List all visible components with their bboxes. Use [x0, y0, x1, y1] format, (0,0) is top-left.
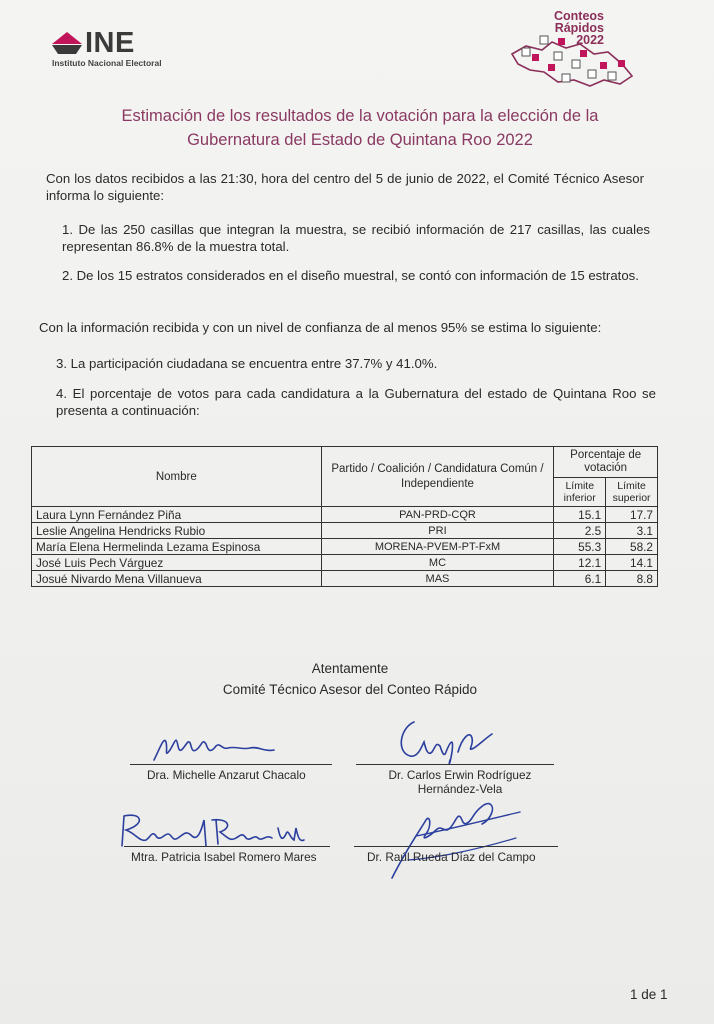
- cell-party: MC: [321, 555, 554, 571]
- signature-patricia: [112, 808, 312, 854]
- title-line2: Gubernatura del Estado de Quintana Roo 2022: [187, 131, 533, 149]
- cell-lower: 12.1: [554, 555, 606, 571]
- closing-committee: Comité Técnico Asesor del Conteo Rápido: [222, 682, 478, 697]
- signer-2-name-line1: Dr. Carlos Erwin Rodríguez: [388, 768, 532, 782]
- item-3-paragraph: 3. La participación ciudadana se encuentra entre 37.7% y 41.0%.: [56, 356, 438, 371]
- page-number: 1 de 1: [630, 987, 668, 1002]
- conteos-line2: Rápidos: [554, 21, 604, 35]
- cell-name: Leslie Angelina Hendricks Rubio: [32, 523, 322, 539]
- signature-michelle: [150, 728, 280, 768]
- ine-logo: [52, 27, 192, 72]
- table-row: [32, 507, 658, 523]
- conteos-line3: 2022: [576, 33, 604, 47]
- conteos-rapidos-logo: [508, 8, 638, 90]
- cell-upper: 14.1: [606, 555, 658, 571]
- header-upper: Límite superior: [606, 478, 658, 507]
- title-line1: Estimación de los resultados de la votación para la elección de la: [121, 107, 599, 125]
- item-4-paragraph: 4. El porcentaje de votos para cada candidatura a la Gubernatura del estado de Quintana Roo se presenta a continuación:: [56, 386, 656, 418]
- header-name: Nombre: [32, 447, 322, 507]
- table-row: [32, 571, 658, 587]
- cell-party: PAN-PRD-CQR: [321, 507, 554, 523]
- signer-2-name-line2: Hernández-Vela: [417, 782, 503, 796]
- cell-name: María Elena Hermelinda Lezama Espinosa: [32, 539, 322, 555]
- intro-paragraph: Con los datos recibidos a las 21:30, hora del centro del 5 de junio de 2022, el Comité Técnico Asesor informa lo siguiente:: [46, 171, 644, 203]
- signature-line-2: [356, 764, 554, 765]
- results-table: [31, 446, 658, 587]
- cell-lower: 55.3: [554, 539, 606, 555]
- signature-line-4: [354, 846, 558, 847]
- cell-lower: 2.5: [554, 523, 606, 539]
- cell-lower: 6.1: [554, 571, 606, 587]
- header-party: Partido / Coalición / Candidatura Común / Independiente: [321, 447, 554, 507]
- header-percent: Porcentaje de votación: [554, 447, 658, 478]
- table-row: [32, 539, 658, 555]
- cell-upper: 17.7: [606, 507, 658, 523]
- cell-upper: 8.8: [606, 571, 658, 587]
- ine-subtitle: Instituto Nacional Electoral: [52, 58, 162, 68]
- table-row: [32, 555, 658, 571]
- table-header-row: [32, 447, 658, 478]
- confidence-paragraph: Con la información recibida y con un nivel de confianza de al menos 95% se estima lo siguiente:: [39, 320, 602, 335]
- signature-carlos: [392, 712, 502, 768]
- signature-line-3: [124, 846, 330, 847]
- document-title: [60, 104, 660, 152]
- ine-mark-icon: [52, 32, 82, 54]
- cell-party: MAS: [321, 571, 554, 587]
- signature-line-1: [130, 764, 332, 765]
- table-row: [32, 523, 658, 539]
- item-1-paragraph: 1. De las 250 casillas que integran la muestra, se recibió información de 217 casillas, las cuales representan 86.8% de la muestra total.: [62, 222, 650, 254]
- signer-1-name: Dra. Michelle Anzarut Chacalo: [147, 768, 306, 782]
- cell-upper: 58.2: [606, 539, 658, 555]
- closing-salutation: Atentamente: [311, 661, 389, 676]
- cell-party: PRI: [321, 523, 554, 539]
- cell-name: José Luis Pech Várguez: [32, 555, 322, 571]
- cell-name: Josué Nivardo Mena Villanueva: [32, 571, 322, 587]
- item-2-paragraph: 2. De los 15 estratos considerados en el diseño muestral, se contó con información de 15 estratos.: [62, 268, 639, 283]
- conteos-rapidos-wordmark: [554, 10, 604, 46]
- signer-4-name: Dr. Raúl Rueda Díaz del Campo: [367, 850, 536, 864]
- ine-wordmark: INE: [85, 27, 135, 59]
- cell-party: MORENA-PVEM-PT-FxM: [321, 539, 554, 555]
- signer-3-name: Mtra. Patricia Isabel Romero Mares: [131, 850, 317, 864]
- signature-raul: [386, 790, 526, 882]
- header-lower: Límite inferior: [554, 478, 606, 507]
- cell-lower: 15.1: [554, 507, 606, 523]
- cell-name: Laura Lynn Fernández Piña: [32, 507, 322, 523]
- closing-block: [150, 658, 550, 700]
- cell-upper: 3.1: [606, 523, 658, 539]
- conteos-line1: Conteos: [554, 9, 604, 23]
